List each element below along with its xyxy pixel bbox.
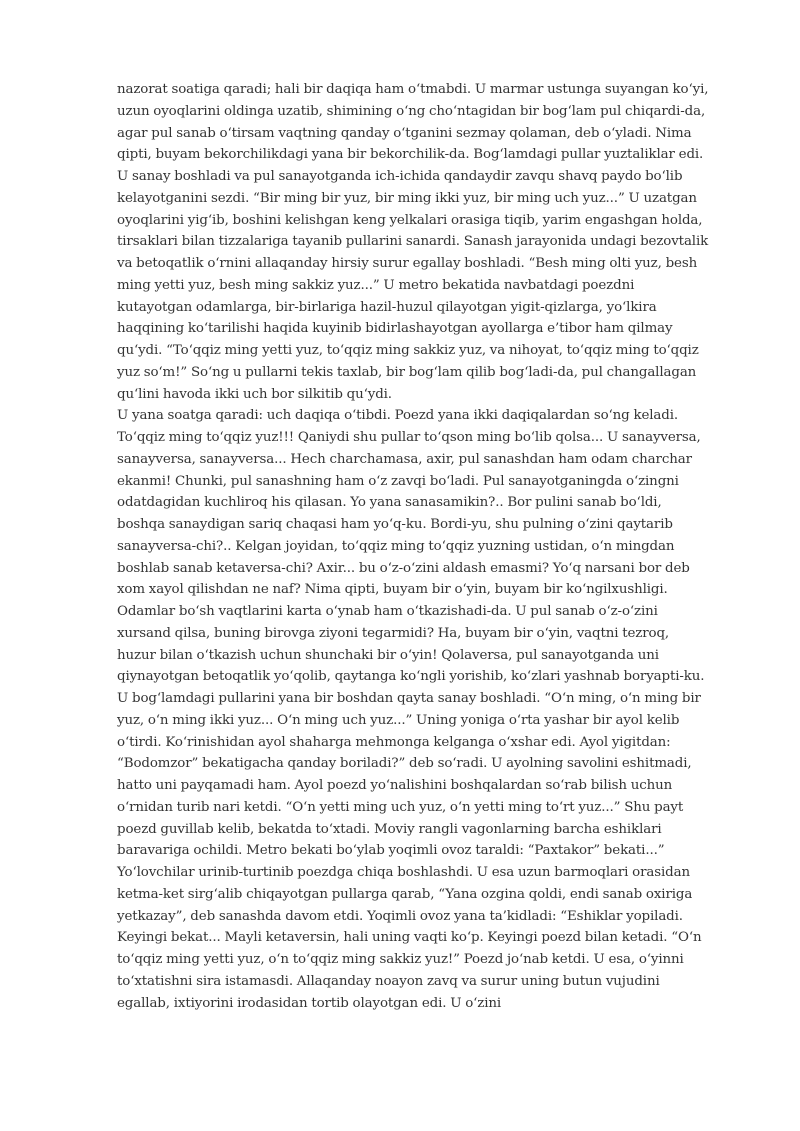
document-body bbox=[117, 79, 711, 1014]
paragraph: nazorat soatiga qaradi; hali bir daqiqa ham oʻtmabdi. U marmar ustunga suyangan koʻyi, uzun oyoqlarini oldinga uzatib, shimining oʻng choʻntagidan bir bogʻlam pul chiqardi-da, agar pul sanab oʻtirsam vaqtning qanday oʻtganini sezmay qolaman, deb oʻyladi. Nima qipti, buyam bekorchilikdagi yana bir bekorchilik-da. Bogʻlamdagi pullar yuztaliklar edi. U sanay boshladi va pul sanayotganda ich-ichida qandaydir zavqu shavq paydo boʻlib kelayotganini sezdi. “Bir ming bir yuz, bir ming ikki yuz, bir ming uch yuz...” U uzatgan oyoqlarini yigʻib, boshini kelishgan keng yelkalari orasiga tiqib, yarim engashgan holda, tirsaklari bilan tizzalariga tayanib pullarini sanardi. Sanash jarayonida undagi bezovtalik va betoqatlik oʻrnini allaqanday hirsiy surur egallay boshladi. “Besh ming olti yuz, besh ming yetti yuz, besh ming sakkiz yuz...” U metro bekatida navbatdagi poezdni kutayotgan odamlarga, bir-birlariga hazil-huzul qilayotgan yigit-qizlarga, yoʻlkira haqqining koʻtarilishi haqida kuyinib bidirlashayotgan ayollarga e’tibor ham qilmay quʻydi. “Toʻqqiz ming yetti yuz, toʻqqiz ming sakkiz yuz, va nihoyat, toʻqqiz ming toʻqqiz yuz soʻm!” Soʻng u pullarni tekis taxlab, bir bogʻlam qilib bogʻladi-da, pul changallagan quʻlini havoda ikki uch bor silkitib quʻydi. bbox=[117, 82, 709, 402]
paragraph: U bogʻlamdagi pullarini yana bir boshdan qayta sanay boshladi. “Oʻn ming, oʻn ming bir yuz, oʻn ming ikki yuz... Oʻn ming uch yuz...” Uning yoniga oʻrta yashar bir ayol kelib oʻtirdi. Koʻrinishidan ayol shaharga mehmonga kelganga oʻxshar edi. Ayol yigitdan: “Bodomzor” bekatigacha qanday boriladi?” deb soʻradi. U ayolning savolini eshitmadi, hatto uni payqamadi ham. Ayol poezd yoʻnalishini boshqalardan soʻrab bilish uchun oʻrnidan turib nari ketdi. “Oʻn yetti ming uch yuz, oʻn yetti ming toʻrt yuz...” Shu payt poezd guvillab kelib, bekatda toʻxtadi. Moviy rangli vagonlarning barcha eshiklari baravariga ochildi. Metro bekati boʻylab yoqimli ovoz taraldi: “Paxtakor” bekati...” Yoʻlovchilar urinib-turtinib poezdga chiqa boshlashdi. U esa uzun barmoqlari orasidan ketma-ket sirgʻalib chiqayotgan pullarga qarab, “Yana ozgina qoldi, endi sanab oxiriga yetkazay”, deb sanashda davom etdi. Yoqimli ovoz yana ta’kidladi: “Eshiklar yopiladi. Keyingi bekat... Mayli ketaversin, hali uning vaqti koʻp. Keyingi poezd bilan ketadi. “Oʻn toʻqqiz ming yetti yuz, oʻn toʻqqiz ming sakkiz yuz!” Poezd joʻnab ketdi. U esa, oʻyinni toʻxtatishni sira istamasdi. Allaqanday noayon zavq va surur uning butun vujudini egallab, ixtiyorini irodasidan tortib olayotgan edi. U oʻzini bbox=[117, 691, 702, 1011]
paragraph: U yana soatga qaradi: uch daqiqa oʻtibdi. Poezd yana ikki daqiqalardan soʻng keladi. Toʻqqiz ming toʻqqiz yuz!!! Qaniydi shu pullar toʻqson ming boʻlib qolsa... U sanayversa, sanayversa, sanayversa... Hech charchamasa, axir, pul sanashdan ham odam charchar ekanmi! Chunki, pul sanashning ham oʻz zavqi boʻladi. Pul sanayotganingda oʻzingni odatdagidan kuchliroq his qilasan. Yo yana sanasamikin?.. Bor pulini sanab boʻldi, boshqa sanaydigan sariq chaqasi ham yoʻq-ku. Bordi-yu, shu pulning oʻzini qaytarib sanayversa-chi?.. Kelgan joyidan, toʻqqiz ming toʻqqiz yuzning ustidan, oʻn mingdan boshlab sanab ketaversa-chi? Axir... bu oʻz-oʻzini aldash emasmi? Yoʻq narsani bor deb xom xayol qilishdan ne naf? Nima qipti, buyam bir oʻyin, buyam bir koʻngilxushligi. Odamlar boʻsh vaqtlarini karta oʻynab ham oʻtkazishadi-da. U pul sanab oʻz-oʻzini xursand qilsa, buning birovga ziyoni tegarmidi? Ha, buyam bir oʻyin, vaqtni tezroq, huzur bilan oʻtkazish uchun shunchaki bir oʻyin! Qolaversa, pul sanayotganda uni qiynayotgan betoqatlik yoʻqolib, qaytanga koʻngli yorishib, koʻzlari yashnab boryapti-ku. bbox=[117, 408, 705, 685]
